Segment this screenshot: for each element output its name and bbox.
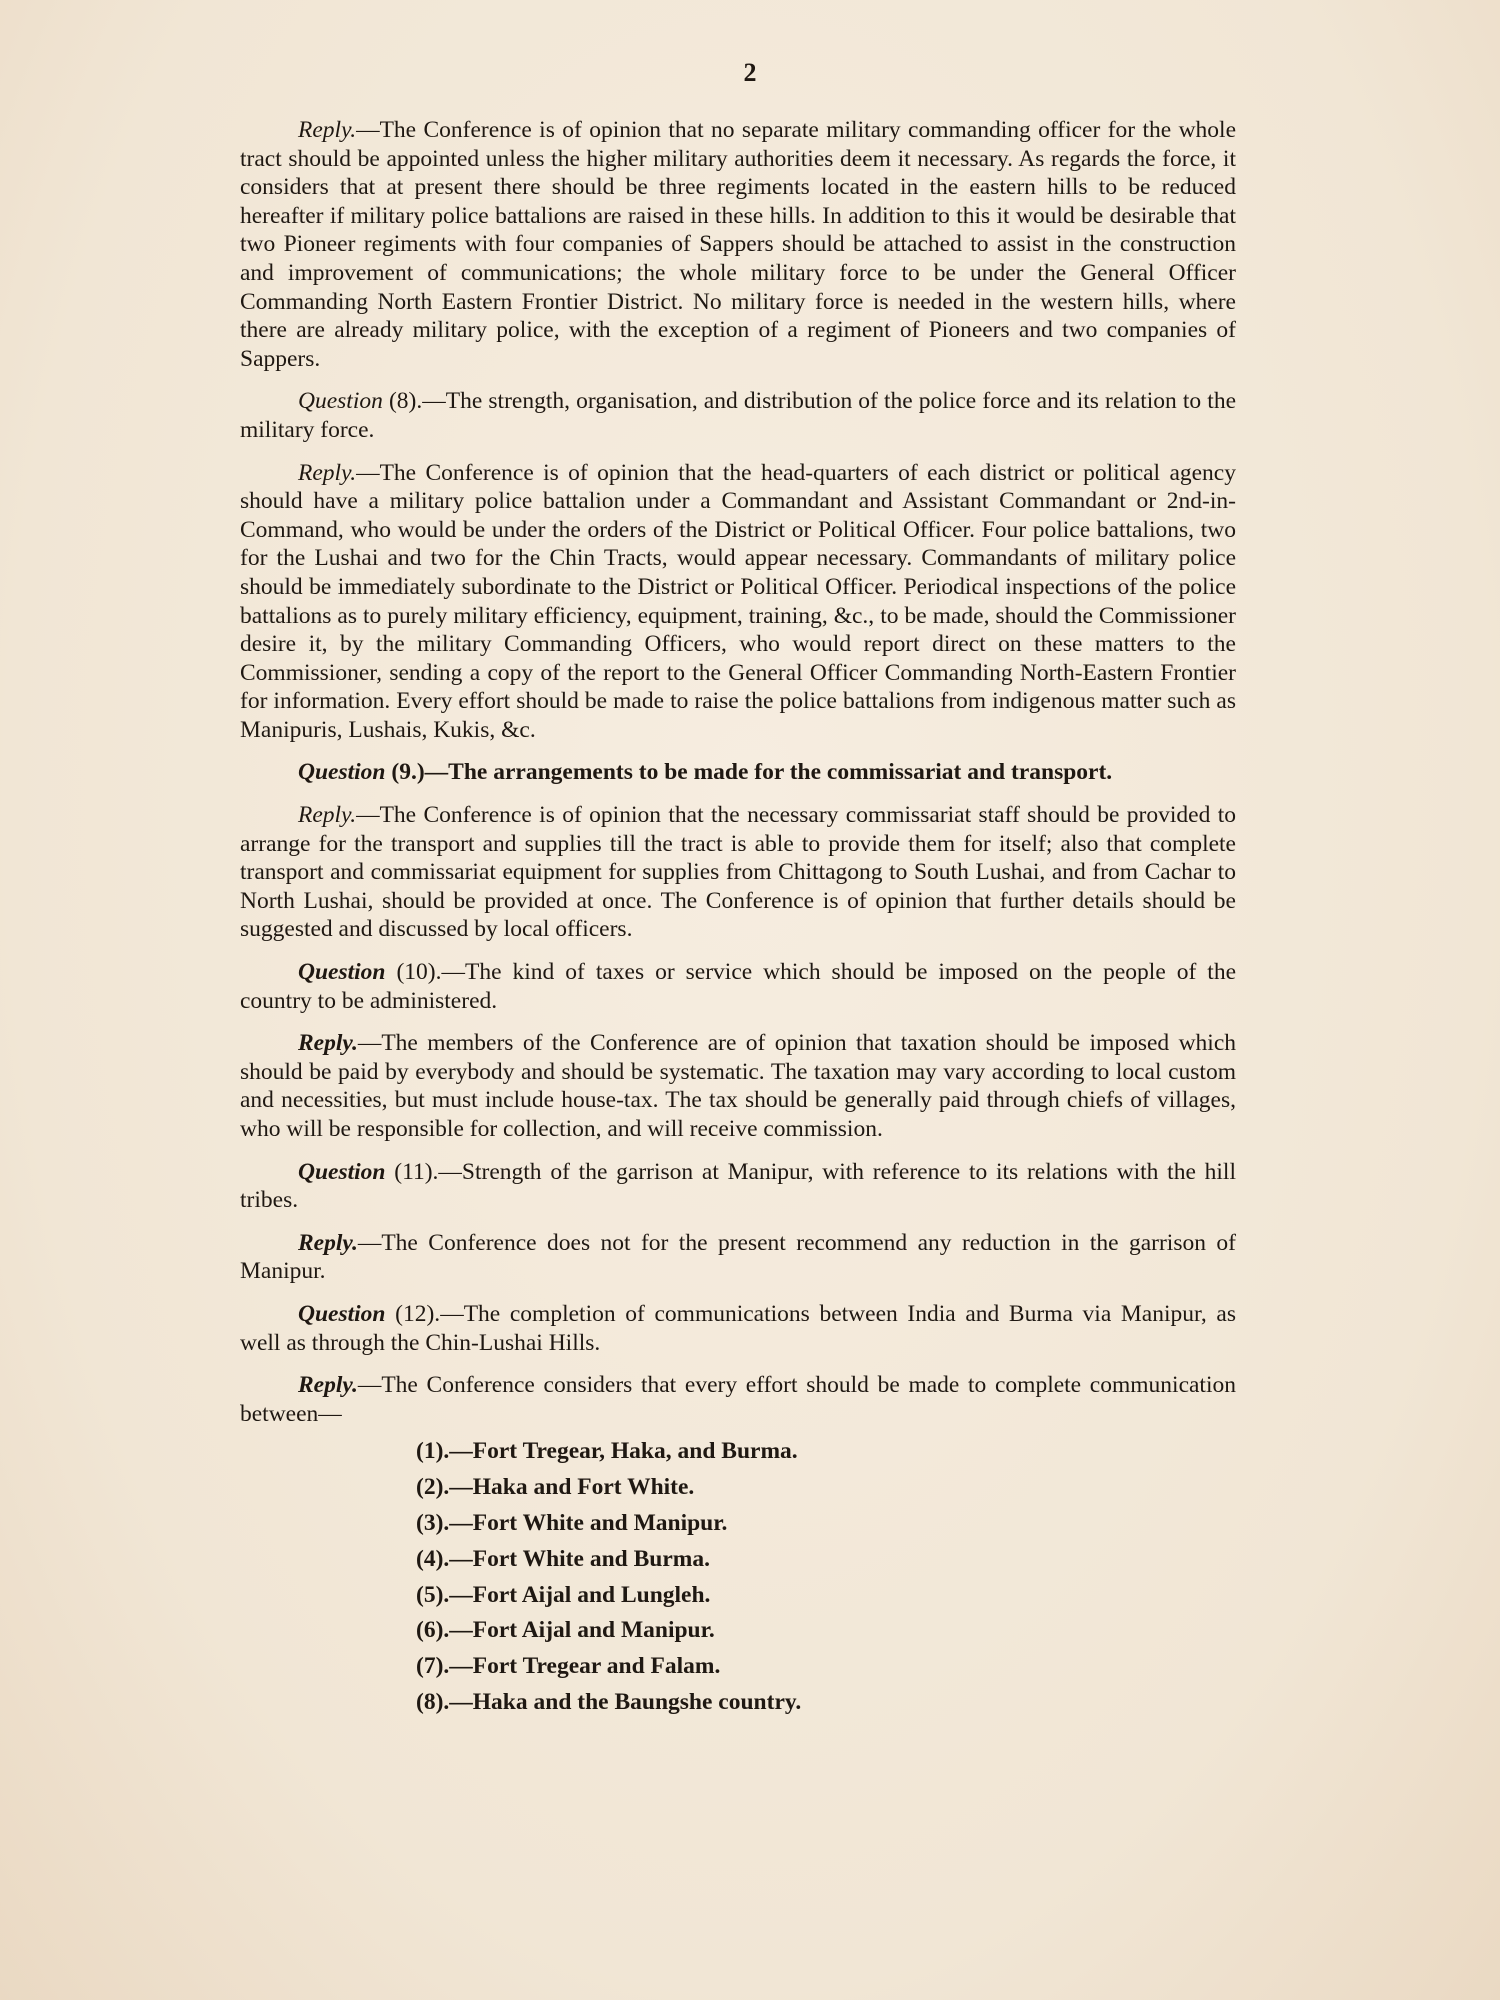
question-paragraph [240,958,1236,1015]
paragraph-label: Reply. [298,1030,358,1057]
paragraph-label: Reply. [298,117,357,143]
paragraph-text: The Conference does not for the present recommend any reduction in the garrison of Manipur. [240,1229,1236,1285]
question-number: (9.) [391,759,425,786]
paragraph-label: Question [298,1300,386,1327]
question-number: (12). [395,1300,441,1327]
document-body [240,116,1236,1721]
paragraph-label: Question [298,959,386,986]
paragraph-label: Question [298,759,386,786]
paragraph-label: Reply. [298,1372,358,1399]
list-item: (2).—Haka and Fort White. [416,1474,695,1501]
list-item: (4).—Fort White and Burma. [416,1545,710,1572]
paragraph-dash: — [441,959,466,986]
paragraph-text: The arrangements to be made for the commissariat and transport. [448,759,1113,786]
list-item: (3).—Fort White and Manipur. [416,1509,728,1536]
reply-paragraph [240,116,1236,373]
list-item: (1).—Fort Tregear, Haka, and Burma. [416,1438,798,1465]
paragraph-dash: — [440,1300,464,1327]
question-paragraph [240,387,1236,444]
question-number: (11). [394,1158,439,1185]
reply-paragraph [240,801,1236,944]
paragraph-dash: — [356,459,380,486]
paragraph-dash: — [357,1030,382,1057]
question-paragraph [240,1300,1236,1357]
question-paragraph [240,758,1236,787]
paragraph-dash: — [356,117,380,143]
question-number: (8). [388,388,423,415]
paragraph-dash: — [422,388,446,415]
paragraph-dash: — [357,1372,382,1399]
paragraph-dash: — [424,759,449,786]
paragraph-dash: — [356,802,380,829]
reply-paragraph [240,459,1236,745]
paragraph-text: The completion of communications between India and Burma via Manipur, as well as through the Chin-Lushai Hills. [240,1300,1236,1356]
list-item: (6).—Fort Aijal and Manipur. [416,1617,715,1644]
page-number: 2 [743,58,757,87]
reply-paragraph [240,1371,1236,1428]
paragraph-text: The Conference is of opinion that the head-quarters of each district or political agency should have a military police battalion under a Commandant and Assistant Commandant or 2nd-in-Command, who would be under the orders of the District or Political Officer. Four police battalions, two for the Lushai and two for the Chin Tracts, would appear necessary. Commandants of military police should be immediately subordinate to the District or Political Officer. Periodical inspections of the police battalions as to purely military efficiency, equipment, training, &c., to be made, should the Commissioner desire it, by the military Commanding Officers, who would report direct on these matters to the Commissioner, sending a copy of the report to the General Officer Commanding North-Eastern Frontier for information. Every effort should be made to raise the police battalions from indigenous matter such as Manipuris, Lushais, Kukis, &c. [240,459,1236,743]
paragraph-dash: — [357,1229,382,1256]
reply-paragraph [240,1029,1236,1143]
paragraph-text: The members of the Conference are of opinion that taxation should be imposed which should be paid by everybody and should be systematic. The taxation may vary according to local custom and necessities, but must include house-tax. The tax should be generally paid through chiefs of villages, who will be responsible for collection, and will receive commission. [240,1030,1236,1142]
question-paragraph [240,1158,1236,1215]
paragraph-label: Reply. [298,1229,358,1256]
paragraph-label: Question [298,388,383,415]
paragraph-text: Strength of the garrison at Manipur, with reference to its relations with the hill tribes. [240,1158,1236,1214]
list-item: (7).—Fort Tregear and Falam. [416,1653,721,1680]
paragraph-label: Question [298,1158,386,1185]
communications-list [240,1434,1236,1720]
paragraph-text: The strength, organisation, and distribution of the police force and its relation to the military force. [240,388,1236,443]
paragraph-label: Reply. [298,459,357,486]
reply-paragraph [240,1229,1236,1286]
list-item: (8).—Haka and the Baungshe country. [416,1688,802,1715]
paragraph-dash: — [438,1158,462,1185]
question-number: (10). [396,959,442,986]
paragraph-text: The Conference considers that every effort should be made to complete communication between— [240,1372,1236,1427]
paragraph-text: The Conference is of opinion that no separate military commanding officer for the whole tract should be appointed unless the higher military authorities deem it necessary. As regards the force, it considers that at present there should be three regiments located in the eastern hills to be reduced hereafter if military police battalions are raised in these hills. In addition to this it would be desirable that two Pioneer regiments with four companies of Sappers should be attached to assist in the construction and improvement of communications; the whole military force to be under the General Officer Commanding North Eastern Frontier District. No military force is needed in the western hills, where there are already military police, with the exception of a regiment of Pioneers and two companies of Sappers. [240,117,1236,372]
paragraph-text: The kind of taxes or service which should be imposed on the people of the country to be administered. [240,959,1236,1014]
list-item: (5).—Fort Aijal and Lungleh. [416,1581,711,1608]
paragraph-text: The Conference is of opinion that the necessary commissariat staff should be provided to arrange for the transport and supplies till the tract is able to provide them for itself; also that complete transport and commissariat equipment for supplies from Chittagong to South Lushai, and from Cachar to North Lushai, should be provided at once. The Conference is of opinion that further details should be suggested and discussed by local officers. [240,802,1236,943]
paragraph-label: Reply. [298,802,357,829]
